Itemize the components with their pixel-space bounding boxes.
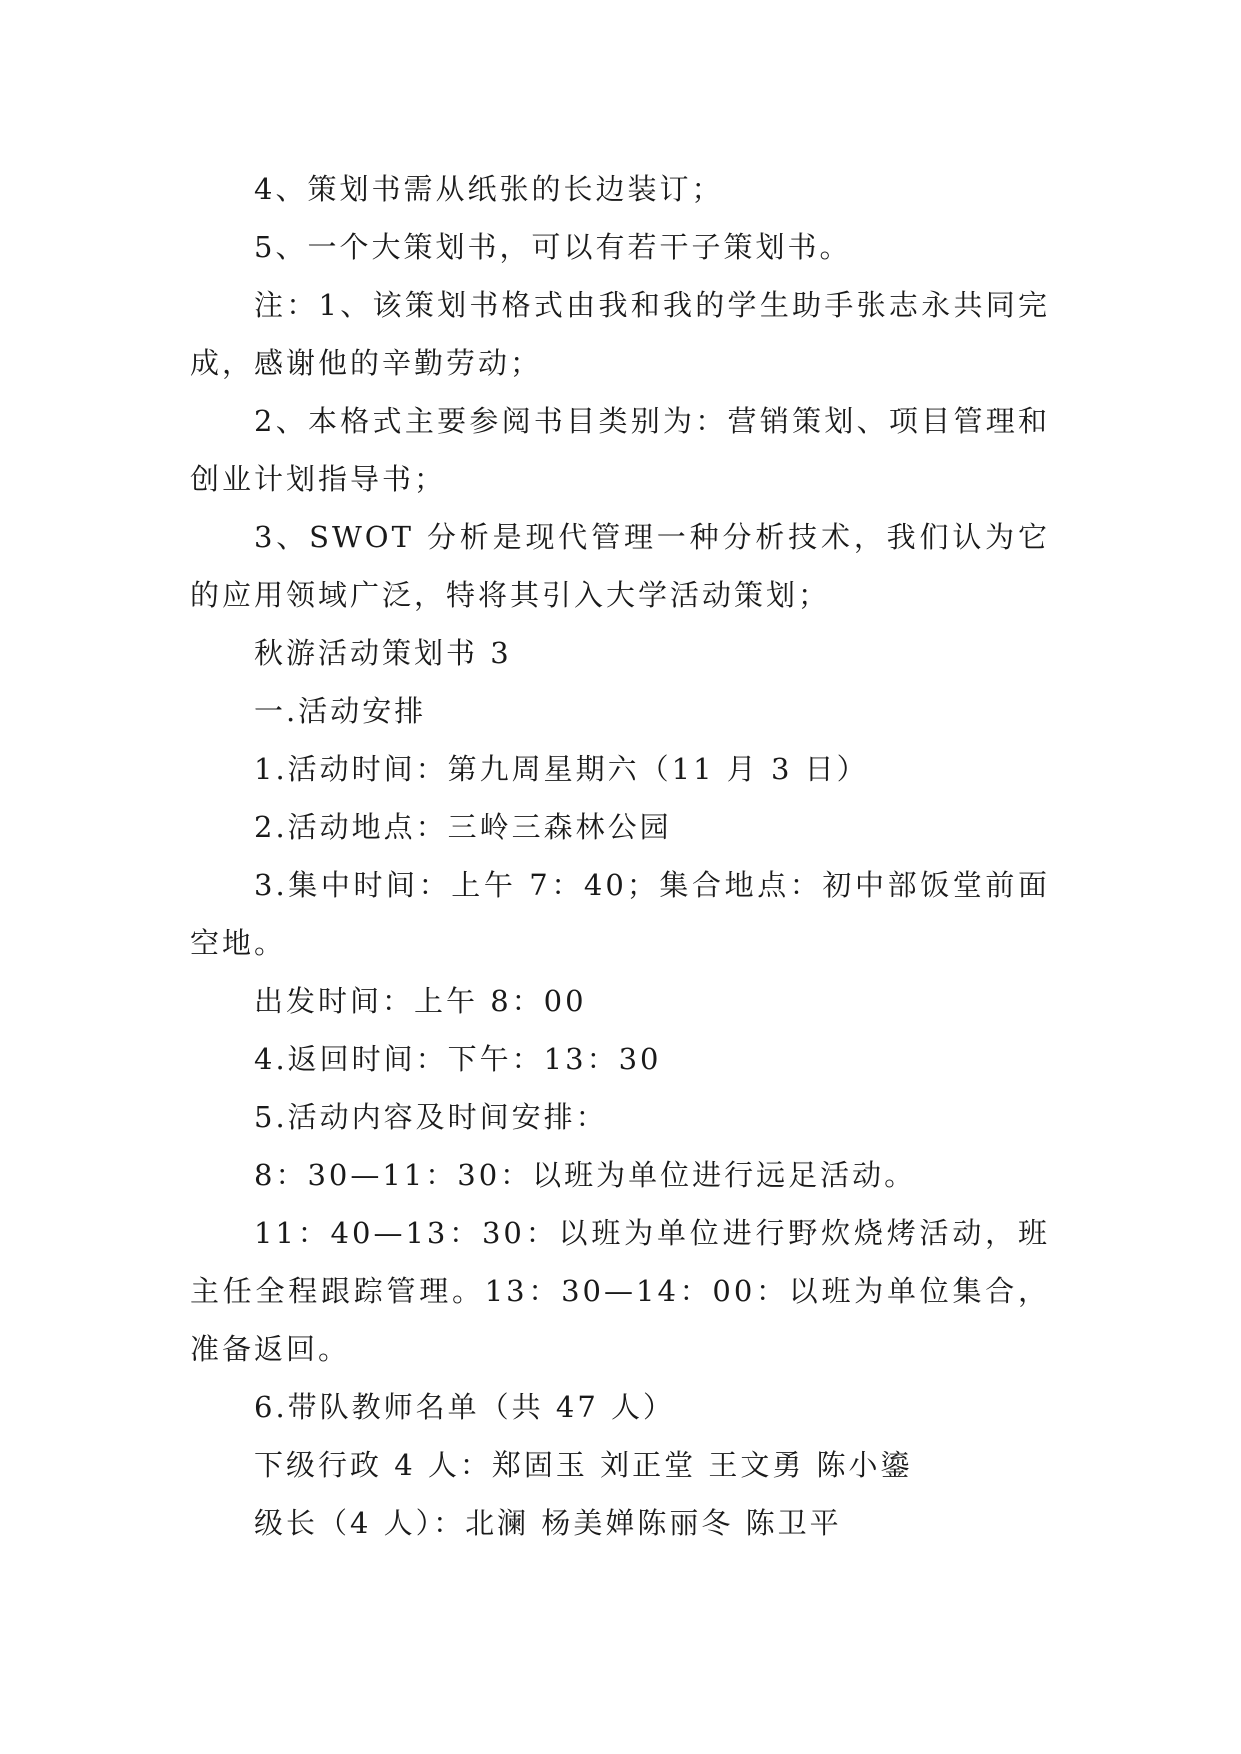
item-gathering-time: 3.集中时间：上午 7：40；集合地点：初中部饭堂前面空地。 [190,868,1050,960]
section-title: 秋游活动策划书 3 [254,636,512,670]
item-activity-time: 1.活动时间：第九周星期六（11 月 3 日） [254,752,869,786]
item-activity-location: 2.活动地点：三岭三森林公园 [254,810,672,844]
item-grade-leaders: 级长（4 人）：北澜 杨美婵陈丽冬 陈卫平 [254,1506,842,1540]
item-schedule-heading: 5.活动内容及时间安排： [254,1100,608,1134]
item-schedule-picnic: 11：40—13：30：以班为单位进行野炊烧烤活动，班主任全程跟踪管理。13：30—14：00：以班为单位集合，准备返回。 [190,1216,1050,1366]
paragraph-sub-plans-note: 5、一个大策划书，可以有若干子策划书。 [254,230,852,264]
paragraph-note-2: 2、本格式主要参阅书目类别为：营销策划、项目管理和创业计划指导书； [190,404,1050,496]
paragraph-note-1: 注：1、该策划书格式由我和我的学生助手张志永共同完成，感谢他的辛勤劳动； [190,288,1050,380]
item-admin-staff: 下级行政 4 人：郑固玉 刘正堂 王文勇 陈小鎏 [254,1448,913,1482]
section-heading-arrangement: 一.活动安排 [254,694,427,728]
item-return-time: 4.返回时间：下午：13：30 [254,1042,662,1076]
paragraph-binding-note: 4、策划书需从纸张的长边装订； [254,172,724,206]
item-teacher-list-heading: 6.带队教师名单（共 47 人） [254,1390,676,1424]
item-schedule-hiking: 8：30—11：30：以班为单位进行远足活动。 [254,1158,917,1192]
item-departure-time: 出发时间：上午 8：00 [254,984,587,1018]
document-body [190,160,1050,1552]
paragraph-note-3: 3、SWOT 分析是现代管理一种分析技术，我们认为它的应用领域广泛，特将其引入大学活动策划； [190,520,1050,612]
